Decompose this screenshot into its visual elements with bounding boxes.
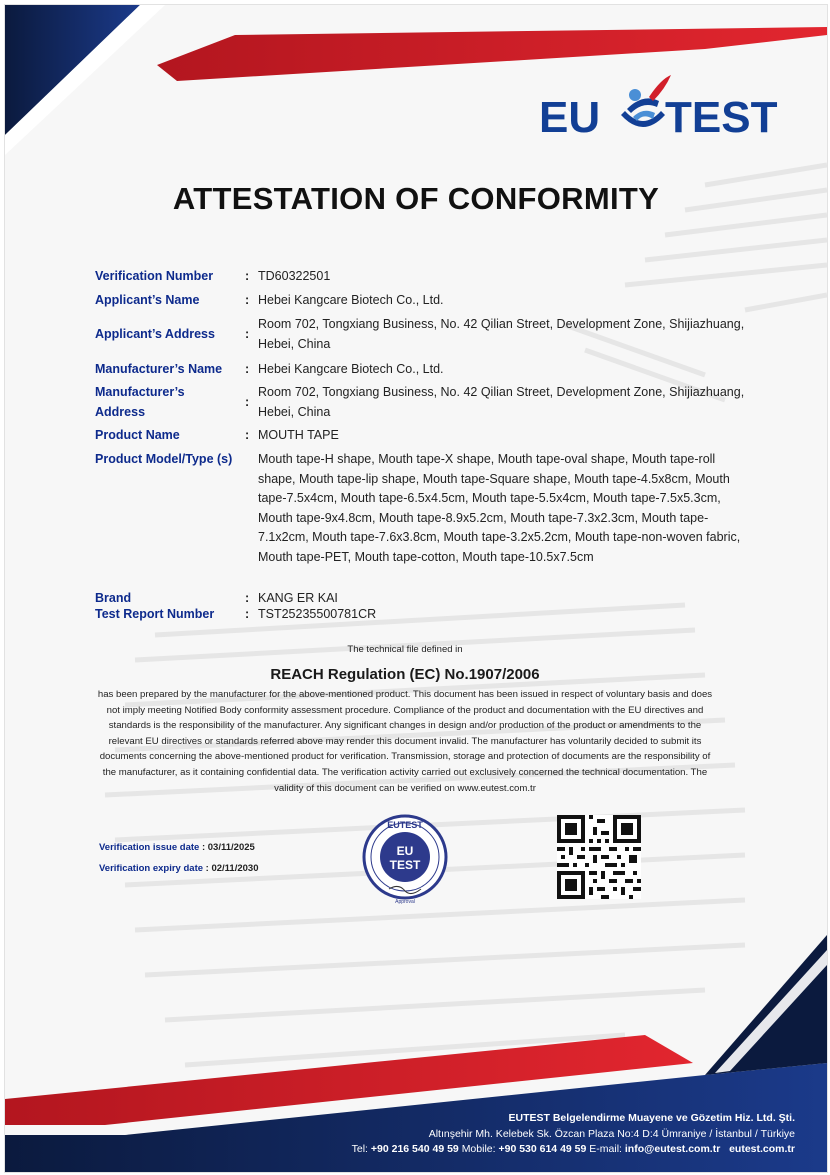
footer-company-name: EUTEST Belgelendirme Muayene ve Gözetim Hiz. Ltd. Şti. — [508, 1112, 795, 1124]
website-link[interactable]: eutest.com.tr — [729, 1143, 795, 1155]
footer-address: Altınşehir Mh. Kelebek Sk. Özcan Plaza No:4 D:4 Ümraniye / İstanbul / Türkiye — [428, 1127, 795, 1140]
tel-label: Tel: — [351, 1143, 368, 1155]
field-colon: : — [245, 591, 250, 605]
expiry-date-label: Verification expiry date — [99, 863, 204, 874]
field-label: Test Report Number — [95, 607, 215, 621]
field-label: Brand — [95, 591, 132, 605]
field-value: Room 702, Tongxiang Business, No. 42 Qilian Street, Development Zone, Shijiazhuang, Hebei, China — [258, 317, 745, 351]
field-label: Manufacturer’s Address — [95, 385, 185, 419]
field-value: MOUTH TAPE — [258, 428, 339, 442]
field-colon: : — [245, 327, 250, 341]
field-label: Product Name — [95, 428, 180, 442]
eutest-logo — [533, 71, 783, 149]
email-label: E-mail: — [589, 1143, 622, 1155]
field-value: Mouth tape-H shape, Mouth tape-X shape, Mouth tape-oval shape, Mouth tape-roll shape, Mouth tape-lip shape, Mouth tape-Square shape, Mouth tape-4.5x8cm, Mouth tape-7.5x4cm, Mouth tape-6.5x4.5cm, Mouth tape-5.5x4cm, Mouth tape-7.5x5.3cm, Mouth tape-9x4.8cm, Mouth tape-8.9x5.2cm, Mouth tape-7.3x2.3cm, Mouth tape-7.1x2cm, Mouth tape-7.6x3.8cm, Mouth tape-3.2x5.2cm, Mouth tape-non-woven fabric, Mouth tape-PET, Mouth tape-cotton, Mouth tape-10.5x7.5cm — [258, 452, 741, 564]
logo-emblem-icon — [613, 71, 673, 143]
field-colon: : — [245, 293, 250, 307]
seal-ring-text: EUTEST — [387, 820, 423, 830]
expiry-date-row — [99, 858, 258, 879]
field-value: Hebei Kangcare Biotech Co., Ltd. — [258, 293, 444, 307]
footer-contact — [352, 1111, 795, 1158]
issue-date-row — [99, 837, 258, 858]
footer-contact-line — [352, 1142, 795, 1158]
field-label: Applicant’s Address — [95, 327, 215, 341]
field-colon: : — [245, 362, 250, 376]
issue-date-label: Verification issue date — [99, 842, 200, 853]
conformity-statement: has been prepared by the manufacturer for the above-mentioned product. This document has been issued in respect of voluntary basis and does not imply meeting Notified Body conformity assessment procedure. Compliance of the product and documentation with the EU directives and standards is the responsibility of the manufacturer. Any significant changes in design and/or production of the product or amendments to the relevant EU directives or standards referred above may render this document invalid. The manufacturer has voluntarily decided to submit its documents concerning the above-mentioned product for verification. Transmission, storage and protection of documents are the responsibility of the manufacturer, as it containing confidential data. The verification activity carried out exclusively concerned the technical documentation. The validity of this document can be verified on www.eutest.com.tr — [97, 689, 713, 794]
field-colon: : — [245, 428, 250, 442]
field-value: Room 702, Tongxiang Business, No. 42 Qilian Street, Development Zone, Shijiazhuang, Hebei, China — [258, 385, 745, 419]
field-value: TD60322501 — [258, 269, 331, 283]
seal-approval-label: Approval — [395, 899, 415, 905]
approval-seal — [359, 813, 451, 905]
page-title: ATTESTATION OF CONFORMITY — [172, 181, 660, 216]
field-colon: : — [245, 607, 250, 621]
issue-date-value: : 03/11/2025 — [201, 842, 255, 853]
mobile-label: Mobile: — [461, 1143, 496, 1155]
field-label: Applicant’s Name — [95, 293, 200, 307]
field-colon: : — [245, 269, 250, 283]
field-value: KANG ER KAI — [258, 591, 338, 605]
field-label: Manufacturer’s Name — [95, 362, 223, 376]
field-label: Product Model/Type (s) — [95, 452, 233, 466]
tel-number: +90 216 540 49 59 — [370, 1143, 459, 1155]
mobile-number: +90 530 614 49 59 — [498, 1143, 587, 1155]
field-colon: : — [245, 395, 250, 409]
seal-center-eu: EU — [396, 844, 414, 858]
verification-dates — [99, 837, 258, 879]
seal-center-test: TEST — [389, 858, 421, 872]
expiry-date-value: : 02/11/2030 — [205, 863, 259, 874]
field-value: TST25235500781CR — [258, 607, 377, 621]
field-label: Verification Number — [95, 269, 214, 283]
logo-eu-text: EU — [539, 93, 601, 142]
regulation-title: REACH Regulation (EC) No.1907/2006 — [270, 666, 540, 683]
logo-test-text: TEST — [665, 93, 778, 142]
technical-file-intro: The technical file defined in — [347, 644, 463, 655]
email-link[interactable]: info@eutest.com.tr — [624, 1143, 721, 1155]
certificate-page — [4, 4, 828, 1173]
field-value: Hebei Kangcare Biotech Co., Ltd. — [258, 362, 444, 376]
qr-code — [557, 815, 641, 899]
